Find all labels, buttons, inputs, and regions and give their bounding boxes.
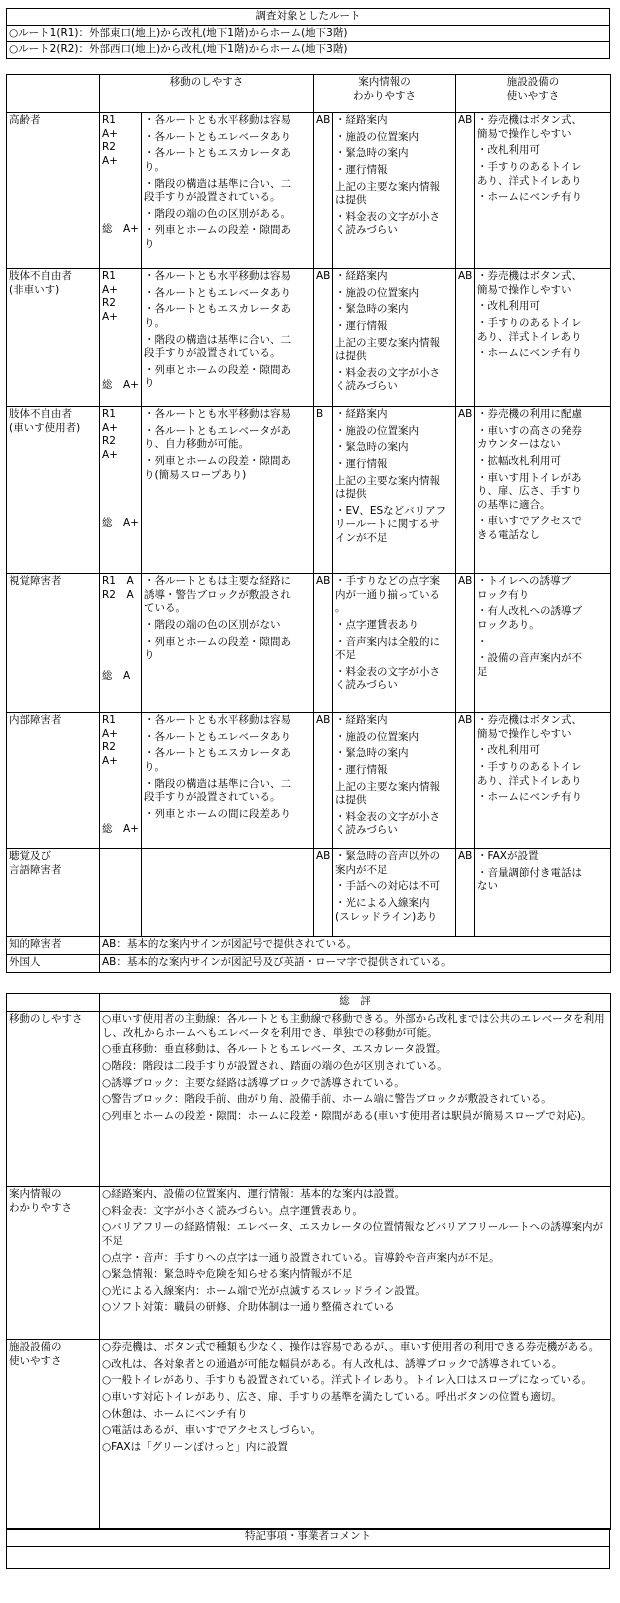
mobility-line: り。 [144,160,165,173]
row-info [333,849,456,937]
summary-label-text: 施設設備の 使いやすさ [9,1341,62,1367]
info-line: リールートに関するサ [335,518,440,531]
mobility-line: ・階段の端の色の区別がある。 [144,207,291,220]
route-2: ○ルート2(R2)：外部西口(地上)から改札(地下1階)からホーム(地下3階) [7,42,610,59]
summary-row [7,1187,611,1340]
mobility-line: ・階段の構造は基準に合い、二 [144,333,291,346]
info-line: (スレッドライン)あり [335,910,438,923]
header-empty [7,75,100,113]
row-mobility [142,269,314,407]
mobility-line: り。 [144,316,165,329]
info-line: ・運行情報 [335,163,388,176]
mobility-line: り [144,377,155,390]
info-line: ・光による入線案内 [335,896,430,909]
info-line: ・緊急時の案内 [335,303,409,316]
facility-line: ・FAXが設置 [477,850,539,862]
mobility-line: ・各ルートとも水平移動は容易 [144,408,291,420]
mobility-line: ・列車とホームの段差・隙間あ [144,224,291,237]
info-line: ・経路案内 [335,114,388,126]
intellectual-text: AB：基本的な案内サインが図記号で提供されている。 [100,937,611,955]
mobility-line: 段手すりが設置されている。 [144,347,281,360]
info-line: 案内が不足 [335,863,388,876]
info-line: 上記の主要な案内情報 [335,336,440,349]
mobility-line: ・各ルートとも水平移動は容易 [144,270,291,282]
summary-item: ○経路案内、設備の位置案内、運行情報：基本的な案内は設置。 [102,1188,406,1200]
row-ratings [100,407,142,574]
facility-line: ・ホームにベンチ有り [477,347,582,360]
mobility-line: り [144,238,155,251]
facility-line: ・トイレへの誘導ブ [477,575,571,587]
mobility-line: 段手すりが設置されている。 [144,791,281,804]
info-line: ・手すりなどの点字案 [335,575,440,587]
info-line: は提供 [335,194,367,207]
mobility-line: ・各ルートともエスカレータあ [144,747,291,760]
summary-item: ○光による入線案内：ホーム端で光が点滅するスレッドライン設置。 [102,1284,426,1297]
info-grade: B [314,407,333,574]
info-line: は提供 [335,350,367,363]
facility-line: ・改札利用可 [477,144,540,157]
mobility-line: 段手すりが設置されている。 [144,191,281,204]
mobility-line: ・階段の構造は基準に合い、二 [144,777,291,790]
info-line: ・施設の位置案内 [335,286,419,299]
mobility-line: り、自力移動が可能。 [144,438,249,451]
evaluation-row [7,269,611,407]
header-info: 案内情報の わかりやすさ [314,75,456,113]
facility-line: ロックあり。 [477,618,540,631]
summary-item: ○電話はあるが、車いすでアクセスしづらい。 [102,1424,322,1437]
info-line: ・手話への対応は不可 [335,880,440,893]
mobility-line: ・階段の端の色の区別がない [144,618,281,631]
mobility-line: り。 [144,760,165,773]
row-info [333,407,456,574]
header-mobility: 移動のしやすさ [100,75,314,113]
facility-grade: AB [456,849,475,937]
info-line: ・緊急時の案内 [335,147,409,160]
summary-empty [7,994,100,1012]
ratings-text: R1 A+ R2 A+ 総 A+ [102,114,139,236]
category-label: 視覚障害者 [9,575,62,587]
ratings-text: R1 A+ R2 A+ 総 A+ [102,270,139,392]
category-label: 内部障害者 [9,714,62,726]
info-line: ・料金表の文字が小さ [335,366,440,379]
facility-grade: AB [456,713,475,849]
mobility-line: り [144,649,155,662]
ratings-text: R1 A+ R2 A+ 総 A+ [102,714,139,836]
summary-row [7,1340,611,1530]
facility-grade: AB [456,113,475,269]
facility-line: の基準に適合。 [477,498,551,511]
row-info [333,269,456,407]
row-facility [475,269,611,407]
summary-items [100,1187,611,1340]
routes-title: 調査対象としたルート [7,9,610,26]
facility-line: ・ [477,635,488,648]
evaluation-row [7,407,611,574]
mobility-line: ・列車とホームの段差・隙間あ [144,454,291,467]
info-line: く読みづらい [335,679,398,692]
routes-table [6,8,610,59]
summary-label-text: 案内情報の わかりやすさ [9,1188,72,1214]
row-ratings [100,849,142,937]
evaluation-row [7,113,611,269]
mobility-line: ・列車とホームの段差・隙間あ [144,635,291,648]
row-facility [475,713,611,849]
info-line: ・料金表の文字が小さ [335,810,440,823]
row-info [333,113,456,269]
summary-item: ○券売機は、ボタン式で種類も少なく、操作は容易であるが、。車いす使用者の利用できる券売機がある。 [102,1341,600,1353]
foreigner-text: AB：基本的な案内サインが図記号及び英語・ローマ字で提供されている。 [100,955,611,973]
summary-item: ○車いす使用者の主動線：各ルートとも主動線で移動できる。外部から改札までは公共のエレベータを利用し、改札からホームへもエレベータを利用でき、単独での移動が可能。 [102,1013,605,1039]
facility-line: あり、洋式トイレあり [477,774,582,787]
facility-line: あり、洋式トイレあり [477,330,582,343]
facility-grade: AB [456,407,475,574]
info-line: 。 [335,602,346,615]
row-category [7,574,100,713]
mobility-line: ・各ルートとも水平移動は容易 [144,114,291,126]
row-mobility [142,574,314,713]
evaluation-rows [7,113,611,937]
mobility-line: 誘導・警告ブロックが敷設され [144,588,291,601]
row-facility [475,574,611,713]
info-line: ・施設の位置案内 [335,130,419,143]
info-line: ・緊急時の案内 [335,441,409,454]
facility-line: きる電話なし [477,529,540,542]
notes-title: 特記事項・事業者コメント [7,1529,610,1547]
foreigner-label: 外国人 [7,955,100,973]
summary-item: ○緊急情報：緊急時や危険を知らせる案内情報が不足 [102,1268,353,1281]
row-category [7,269,100,407]
info-line: ・経路案内 [335,270,388,282]
facility-line: ・券売機はボタン式、 [477,714,582,726]
facility-line: ・手すりのあるトイレ [477,160,582,173]
facility-line: ・券売機はボタン式、 [477,114,582,126]
summary-item: ○誘導ブロック：主要な経路は誘導ブロックで誘導されている。 [102,1076,405,1089]
info-line: 上記の主要な案内情報 [335,474,440,487]
facility-line: ・車いす用トイレがあ [477,471,582,484]
mobility-line: ・各ルートともエスカレータあ [144,303,291,316]
row-mobility [142,113,314,269]
row-mobility [142,849,314,937]
mobility-line: ・列車とホームの間に段差あり [144,807,291,820]
mobility-line: ・階段の構造は基準に合い、二 [144,177,291,190]
info-grade: AB [314,713,333,849]
facility-line: ない [477,880,498,893]
info-line: ・料金表の文字が小さ [335,210,440,223]
info-grade: AB [314,113,333,269]
category-label: 聴覚及び 言語障害者 [9,850,62,876]
mobility-line: ・各ルートともエレベータあり [144,130,291,143]
mobility-line: ・各ルートともエスカレータあ [144,147,291,160]
facility-line: ・有人改札への誘導ブ [477,605,582,618]
mobility-line: ている。 [144,602,186,615]
info-line: ・音声案内は全般的に [335,635,440,648]
info-line: ・施設の位置案内 [335,424,419,437]
info-line: ・料金表の文字が小さ [335,665,440,678]
info-line: ・経路案内 [335,408,388,420]
category-label: 肢体不自由者 (車いす使用者) [9,408,81,434]
facility-line: ・改札利用可 [477,744,540,757]
row-ratings [100,574,142,713]
info-line: く読みづらい [335,824,398,837]
info-line: く読みづらい [335,224,398,237]
summary-item: ○一般トイレがあり、手すりも設置されている。洋式トイレあり。トイレ入口はスロープになっている。 [102,1374,593,1387]
header-facility: 施設設備の 使いやすさ [456,75,611,113]
summary-item: ○階段：階段は二段手すりが設置され、踏面の端の色が区別されている。 [102,1059,448,1072]
ratings-text: R1 A R2 A 総 A [102,575,134,683]
info-line: 上記の主要な案内情報 [335,180,440,193]
summary-label-text: 移動のしやすさ [9,1013,83,1025]
summary-item: ○FAXは「グリーンぽけっと」内に設置 [102,1440,288,1453]
summary-item: ○車いす対応トイレがあり、広さ、扉、手すりの基準を満たしている。呼出ボタンの位置も適切。 [102,1390,562,1403]
info-line: ・点字運賃表あり [335,618,419,631]
facility-line: ・車いすでアクセスで [477,515,582,528]
row-category [7,113,100,269]
facility-line: ・券売機の利用に配慮 [477,408,582,420]
info-line: は提供 [335,794,367,807]
row-facility [475,849,611,937]
facility-grade: AB [456,269,475,407]
summary-item: ○休憩は、ホームにベンチ有り [102,1407,248,1420]
info-line: は提供 [335,488,367,501]
mobility-line: ・各ルートともは主要な経路に [144,575,291,587]
info-line: ・運行情報 [335,763,388,776]
summary-item: ○ソフト対策：職員の研修、介助体制は一通り整備されている [102,1301,395,1314]
summary-items [100,1340,611,1530]
facility-line: ・券売機はボタン式、 [477,270,582,282]
facility-line: ・改札利用可 [477,300,540,313]
facility-line: ・音量調節付き電話は [477,866,582,879]
row-mobility [142,713,314,849]
facility-line: ・ホームにベンチ有り [477,191,582,204]
facility-line: ・拡幅改札利用可 [477,454,561,467]
facility-line: ・ホームにベンチ有り [477,791,582,804]
row-ratings [100,113,142,269]
info-line: ・運行情報 [335,319,388,332]
summary-item: ○改札は、各対象者との通過が可能な幅員がある。有人改札は、誘導ブロックで誘導されている。 [102,1357,563,1370]
info-grade: AB [314,269,333,407]
facility-line: 簡易で操作しやすい [477,727,572,740]
info-line: 不足 [335,649,356,662]
category-label: 高齢者 [9,114,41,126]
route-1: ○ルート1(R1)：外部東口(地上)から改札(地下1階)からホーム(地下3階) [7,25,610,42]
facility-line: ・設備の音声案内が不 [477,652,582,665]
summary-label [7,1012,100,1187]
facility-line: あり、洋式トイレあり [477,174,582,187]
row-ratings [100,269,142,407]
row-category [7,713,100,849]
row-ratings [100,713,142,849]
summary-item: ○警告ブロック：階段手前、曲がり角、設備手前、ホーム端に警告ブロックが敷設されている。 [102,1093,552,1106]
mobility-line: ・列車とホームの段差・隙間あ [144,363,291,376]
row-facility [475,407,611,574]
summary-item: ○料金表：文字が小さく読みづらい。点字運賃表あり。 [102,1204,363,1217]
info-line: ・運行情報 [335,457,388,470]
row-category [7,849,100,937]
info-line: ・施設の位置案内 [335,730,419,743]
summary-item: ○垂直移動：垂直移動は、各ルートともエレベータ、エスカレータ設置。 [102,1043,447,1056]
info-line: インが不足 [335,532,388,545]
summary-row [7,1012,611,1187]
info-line: 内が一通り揃っている [335,588,440,601]
category-label: 肢体不自由者 (非車いす) [9,270,72,296]
summary-item: ○列車とホームの段差・隙間：ホームに段差・隙間がある(車いす使用者は駅員が簡易スロープで対応)。 [102,1109,592,1122]
row-facility [475,113,611,269]
row-info [333,713,456,849]
summary-item: ○点字・音声：手すりへの点字は一通り設置されている。盲導鈴や音声案内が不足。 [102,1251,500,1264]
facility-line: ・手すりのあるトイレ [477,760,582,773]
notes-content [7,1547,610,1569]
row-category [7,407,100,574]
summary-items [100,1012,611,1187]
mobility-line: ・各ルートともエレベータがあ [144,424,291,437]
mobility-line: ・各ルートともエレベータあり [144,286,291,299]
summary-rows [7,1012,611,1530]
evaluation-row [7,574,611,713]
row-info [333,574,456,713]
info-line: ・緊急時の音声以外の [335,850,440,862]
evaluation-table [6,74,611,973]
summary-label [7,1340,100,1530]
summary-item: ○バリアフリーの経路情報：エレベータ、エスカレータの位置情報などバリアフリールートへの誘導案内が不足 [102,1221,603,1247]
facility-line: 足 [477,665,488,678]
mobility-line: ・各ルートとも水平移動は容易 [144,714,291,726]
info-grade: AB [314,574,333,713]
summary-label [7,1187,100,1340]
notes-table [6,1528,610,1569]
info-line: ・緊急時の案内 [335,747,409,760]
facility-line: 簡易で操作しやすい [477,283,572,296]
info-line: ・EV、ESなどバリアフ [335,504,447,517]
info-line: ・経路案内 [335,714,388,726]
info-line: 上記の主要な案内情報 [335,780,440,793]
info-line: く読みづらい [335,380,398,393]
summary-title: 総 評 [100,994,611,1012]
facility-grade: AB [456,574,475,713]
info-grade: AB [314,849,333,937]
evaluation-row [7,849,611,937]
mobility-line: り(簡易スロープあり) [144,468,247,481]
evaluation-row [7,713,611,849]
summary-table [6,993,611,1530]
facility-line: ロック有り [477,588,530,601]
mobility-line: ・各ルートともエレベータあり [144,730,291,743]
ratings-text: R1 A+ R2 A+ 総 A+ [102,408,139,530]
facility-line: ・車いすの高さの発券 [477,424,582,437]
intellectual-label: 知的障害者 [7,937,100,955]
facility-line: り、扉、広さ、手すり [477,485,582,498]
row-mobility [142,407,314,574]
facility-line: カウンターはない [477,438,561,451]
facility-line: ・手すりのあるトイレ [477,316,582,329]
facility-line: 簡易で操作しやすい [477,127,572,140]
